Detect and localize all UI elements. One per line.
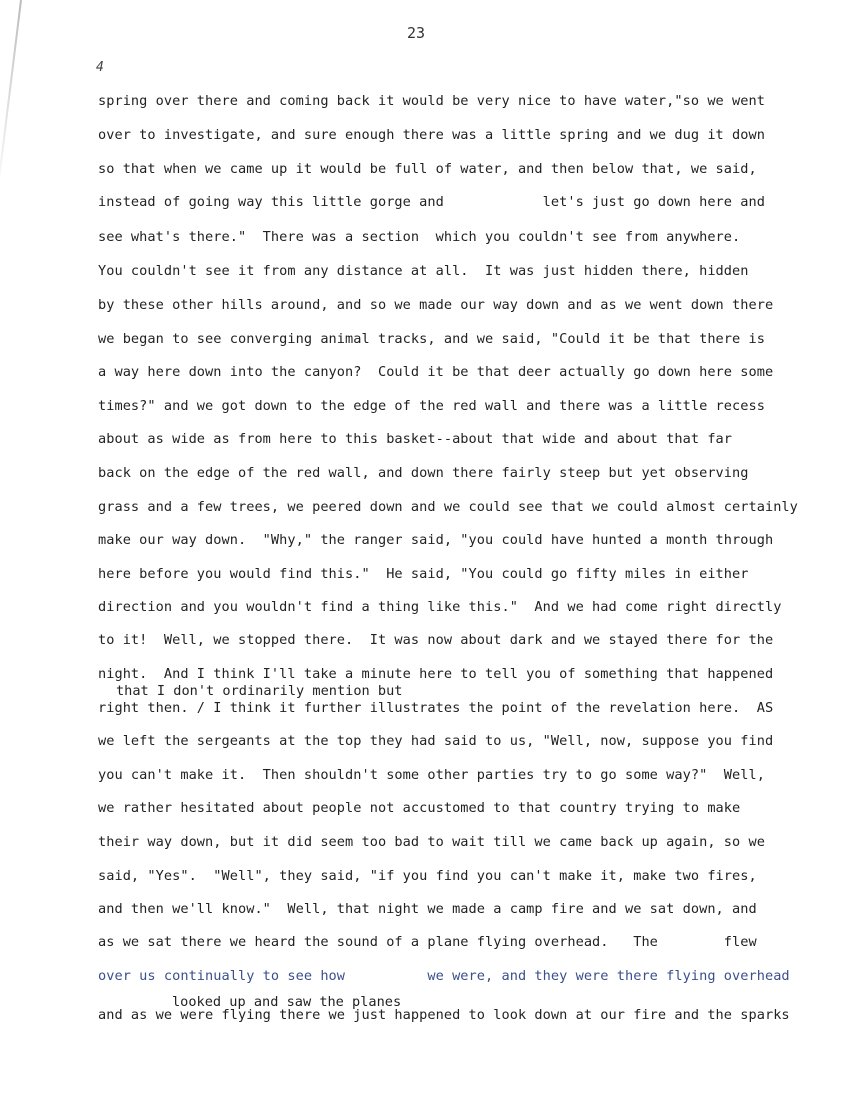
text-line: spring over there and coming back it would be very nice to have water,"so we went [98, 93, 765, 109]
text-line: you can't make it. Then shouldn't some other parties try to go some way?" Well, [98, 767, 765, 783]
text-line: You couldn't see it from any distance at all. It was just hidden there, hidden [98, 263, 749, 279]
text-line: as we sat there we heard the sound of a plane flying overhead. The flew [98, 934, 757, 950]
text-line: a way here down into the canyon? Could it be that deer actually go down here some [98, 364, 774, 380]
text-line: right then. / I think it further illustrates the point of the revelation here. AS [98, 700, 774, 716]
handwritten-insert: looked up and saw the planes [172, 994, 402, 1010]
text-line: over to investigate, and sure enough there was a little spring and we dug it down [98, 127, 765, 143]
text-line: so that when we came up it would be full of water, and then below that, we said, [98, 161, 757, 177]
text-line: here before you would find this." He said, "You could go fifty miles in either [98, 566, 749, 582]
text-line: said, "Yes". "Well", they said, "if you find you can't make it, make two fires, [98, 868, 757, 884]
page-number: 23 [407, 24, 426, 42]
text-line: times?" and we got down to the edge of the red wall and there was a little recess [98, 398, 765, 414]
text-line: and as we were flying there we just happened to look down at our fire and the sparks [98, 1007, 790, 1023]
handwritten-insert: that I don't ordinarily mention but [116, 683, 403, 699]
text-line: back on the edge of the red wall, and down there fairly steep but yet observing [98, 465, 749, 481]
text-line: see what's there." There was a section which you couldn't see from anywhere. [98, 229, 741, 245]
text-line: about as wide as from here to this basket--about that wide and about that far [98, 431, 733, 447]
text-line: make our way down. "Why," the ranger said, "you could have hunted a month through [98, 532, 774, 548]
text-line: we began to see converging animal tracks, and we said, "Could it be that there is [98, 331, 765, 347]
text-line: and then we'll know." Well, that night we made a camp fire and we sat down, and [98, 901, 757, 917]
text-line: direction and you wouldn't find a thing like this." And we had come right directly [98, 599, 782, 615]
text-line: over us continually to see how we were, and they were there flying overhead [98, 968, 790, 984]
text-line: instead of going way this little gorge and let's just go down here and [98, 194, 765, 210]
text-line: night. And I think I'll take a minute here to tell you of something that happened [98, 666, 774, 682]
text-line: to it! Well, we stopped there. It was now about dark and we stayed there for the [98, 632, 774, 648]
text-line: we left the sergeants at the top they had said to us, "Well, now, suppose you find [98, 733, 774, 749]
page-edge-mark [0, 0, 22, 199]
text-line: by these other hills around, and so we made our way down and as we went down there [98, 297, 774, 313]
text-line: their way down, but it did seem too bad to wait till we came back up again, so we [98, 834, 765, 850]
margin-number: 4 [96, 60, 104, 75]
text-line: we rather hesitated about people not accustomed to that country trying to make [98, 800, 741, 816]
text-line: grass and a few trees, we peered down and we could see that we could almost certainly [98, 499, 798, 515]
